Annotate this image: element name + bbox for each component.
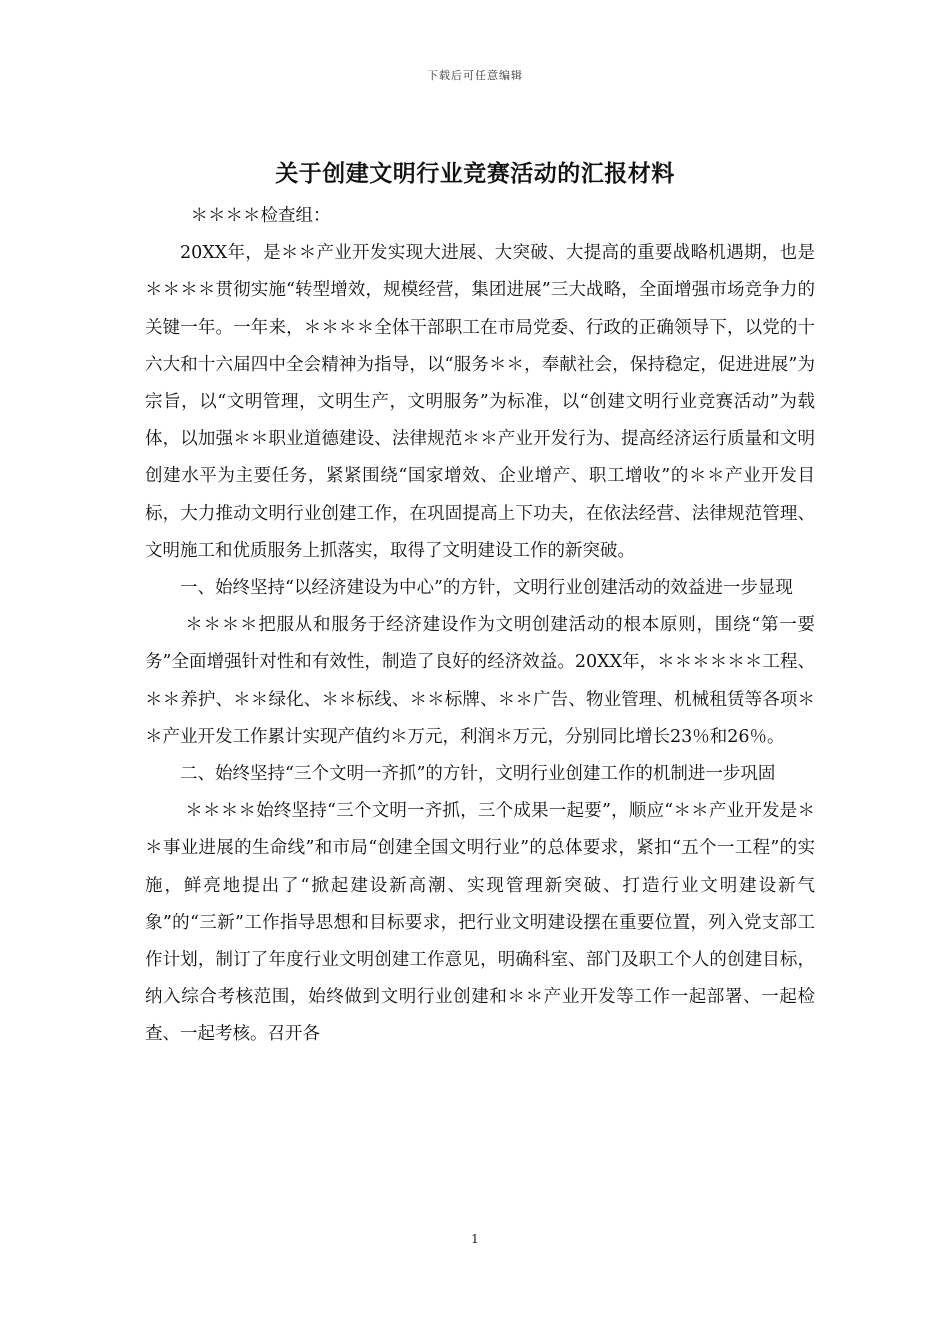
section-1-paragraph: ＊＊＊＊把服从和服务于经济建设作为文明创建活动的根本原则，围绕“第一要务”全面增强针对性和有效性，制造了良好的经济效益。20XX年，＊＊＊＊＊＊工程、＊＊养护、＊＊绿化、＊＊标线、＊＊标牌、＊＊广告、物业管理、机械租赁等各项＊＊产业开发工作累计实现产值约＊万元，利润＊万元，分别同比增长23％和26％。 — [145, 615, 815, 747]
document-body — [145, 198, 815, 1054]
section-heading-2: 二、始终坚持“三个文明一齐抓”的方针，文明行业创建工作的机制进一步巩固 — [180, 764, 776, 785]
page-number: 1 — [471, 1232, 479, 1246]
document-title: 关于创建文明行业竞赛活动的汇报材料 — [275, 161, 675, 187]
salutation: ＊＊＊＊检查组： — [190, 206, 331, 226]
intro-paragraph: 20XX年，是＊＊产业开发实现大进展、大突破、大提高的重要战略机遇期，也是＊＊＊＊贯彻实施“转型增效，规模经营，集团进展”三大战略，全面增强市场竞争力的关键一年。一年来，＊＊＊＊全体干部职工在市局党委、行政的正确领导下，以党的十六大和十六届四中全会精神为指导，以“服务＊＊，奉献社会，保持稳定，促进进展”为宗旨，以“文明管理，文明生产，文明服务”为标准，以“创建文明行业竞赛活动”为载体，以加强＊＊职业道德建设、法律规范＊＊产业开发行为、提高经济运行质量和文明创建水平为主要任务，紧紧围绕“国家增效、企业增产、职工增收”的＊＊产业开发目标，大力推动文明行业创建工作，在巩固提高上下功夫，在依法经营、法律规范管理、文明施工和优质服务上抓落实，取得了文明建设工作的新突破。 — [145, 243, 815, 561]
section-heading-1: 一、始终坚持“以经济建设为中心”的方针，文明行业创建活动的效益进一步显现 — [180, 578, 793, 599]
section-2-paragraph: ＊＊＊＊始终坚持“三个文明一齐抓，三个成果一起要”，顺应“＊＊产业开发是＊＊事业进展的生命线”和市局“创建全国文明行业”的总体要求，紧扣“五个一工程”的实施，鲜亮地提出了“掀起建设新高潮、实现管理新突破、打造行业文明建设新气象”的“三新”工作指导思想和目标要求，把行业文明建设摆在重要位置，列入党支部工作计划，制订了年度行业文明创建工作意见，明确科室、部门及职工个人的创建目标，纳入综合考核范围，始终做到文明行业创建和＊＊产业开发等工作一起部署、一起检查、一起考核。召开各 — [145, 801, 815, 1045]
header-note: 下载后可任意编辑 — [427, 69, 523, 82]
